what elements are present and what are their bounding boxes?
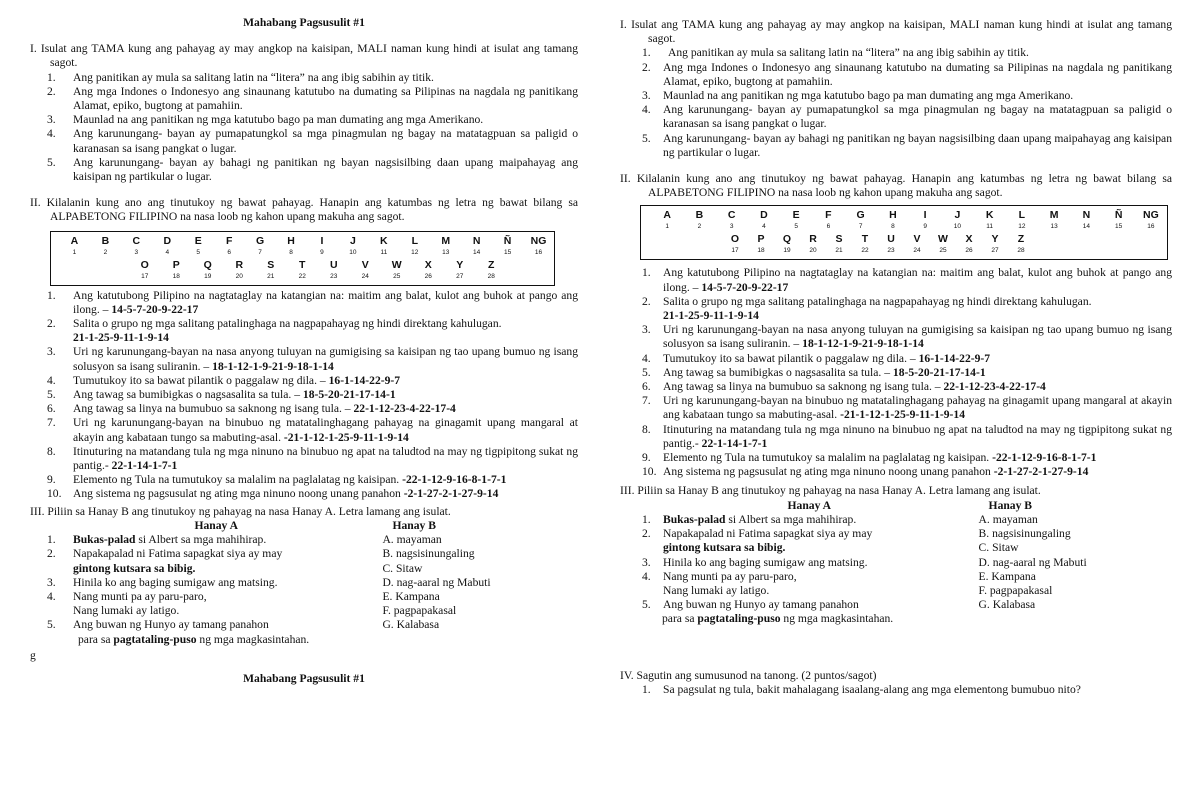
list-item: 1. Ang panitikan ay mula sa salitang latin na “litera” na ang ibig sabihin ay titik. <box>47 70 434 84</box>
list-item: 2. Salita o grupo ng mga salitang patalinghaga na nagpapahayag ng hindi direktang kahulugan. 21-1-25-9-11-1-9-14 <box>642 294 1092 323</box>
alphabet-box: A B C D E F G H I J K L M N Ñ NG 1 2 3 4 5 6 7 8 9 10 11 12 13 14 15 16 O P Q R S T U V W X Y Z 17 18 19 20 21 22 23 24 25 26 27 28 <box>640 205 1168 260</box>
list-item: 1. Ang panitikan ay mula sa salitang latin na “litera” na ang ibig sabihin ay titik. <box>642 46 1029 60</box>
section-2-heading: II. Kilalanin kung ano ang tinutukoy ng bawat pahayag. Hanapin ang katumbas ng letra ng bawat bilang sa ALPABETONG FILIPINO na nasa loob ng kahon upang makuha ang sagot. <box>620 172 1172 200</box>
section-1-heading: I. Isulat ang TAMA kung ang pahayag ay may angkop na kaisipan, MALI naman kung hindi at isulat ang tamang sagot. <box>30 42 578 70</box>
list-item: 1. Bukas-palad si Albert sa mga mahihirap. <box>47 533 267 547</box>
list-item: D. nag-aaral ng Mabuti <box>382 575 491 589</box>
list-item: 9. Elemento ng Tula na tumutukoy sa malalim na paglalatag ng kaisipan. -22-1-12-9-16-8-1-7-1 <box>642 451 1097 465</box>
list-item: 10. Ang sistema ng pagsusulat ng ating mga ninuno noong unang panahon -2-1-27-2-1-27-9-14 <box>47 487 499 501</box>
list-item: 2. Ang mga Indones o Indonesyo ang sinaunang katutubo na dumating sa Pilipinas na nagdala ng panitikang Alamat, epiko, bugtong at pamahiin. <box>47 84 578 113</box>
list-item: 2. Salita o grupo ng mga salitang patalinghaga na nagpapahayag ng hindi direktang kahulugan. 21-1-25-9-11-1-9-14 <box>47 317 502 345</box>
footer-title: Mahabang Pagsusulit #1 <box>243 671 365 685</box>
list-item: G. Kalabasa <box>382 618 440 632</box>
list-item: 8. Itinuturing na matandang tula ng mga ninuno na binubuo ng apat na taludtod na may ng tigpipitong sukat ng pantig.- 22-1-14-1-7-1 <box>47 444 578 473</box>
list-item: G. Kalabasa <box>978 598 1036 612</box>
list-item: 7. Uri ng karunungang-bayan na binubuo ng matatalinghagang pahayag na ginagamit upang mangaral at akayin ang kabataan tungo sa mabuting-asal. -21-1-12-1-25-9-11-1-9-14 <box>47 416 578 444</box>
list-item: 4. Tumutukoy ito sa bawat pilantik o paggalaw ng dila. – 16-1-14-22-9-7 <box>47 373 401 387</box>
list-item: 3. Uri ng karunungang-bayan na nasa anyong tuluyan na gumigising sa kaisipan ng tao upang bumuo ng isang solusyon sa isang suliranin. – 18-1-12-1-9-21-9-18-1-14 <box>642 323 1172 351</box>
stray-character: g <box>30 648 36 662</box>
section-1-list <box>620 46 1172 160</box>
list-item: A. mayaman <box>382 533 442 547</box>
list-item: 7. Uri ng karunungang-bayan na binubuo ng matatalinghagang pahayag na ginagamit upang mangaral at akayin ang kabataan tungo sa mabuting-asal. -21-1-12-1-25-9-11-1-9-14 <box>642 394 1172 422</box>
list-item: 10. Ang sistema ng pagsusulat ng ating mga ninuno noong unang panahon -2-1-27-2-1-27-9-14 <box>642 465 1089 479</box>
hanay-b-heading: Hanay B <box>392 518 436 532</box>
list-item: 2. Napakapalad ni Fatima sapagkat siya ay may gintong kutsara sa bibig. <box>47 547 283 575</box>
hanay-a-heading: Hanay A <box>787 498 832 512</box>
list-item: 5. Ang karunungang- bayan ay bahagi ng panitikan ng bayan nagsisilbing daan upang maipahayag ang kaisipan ng partikular o lugar. <box>47 155 578 184</box>
list-item-continuation: para sa pagtataling-puso ng mga magkasintahan. <box>78 632 310 646</box>
list-item: 5. Ang tawag sa bumibigkas o nagsasalita sa tula. – 18-5-20-21-17-14-1 <box>47 388 396 402</box>
list-item: 5. Ang buwan ng Hunyo ay tamang panahon <box>47 618 269 632</box>
hanay-b-heading: Hanay B <box>988 498 1033 512</box>
list-item: 4. Ang karunungang- bayan ay pumapatungkol sa mga pinagmulan ng bagay na matatagpuan sa paligid o karanasan sa isang pangkat o lugar. <box>642 103 1172 131</box>
hanay-b-column <box>979 499 1172 627</box>
list-item: 5. Ang buwan ng Hunyo ay tamang panahon <box>642 598 859 612</box>
section-2-list <box>620 266 1172 479</box>
list-item: E. Kampana <box>382 589 440 603</box>
list-item: 2. Napakapalad ni Fatima sapagkat siya ay may gintong kutsara sa bibig. <box>642 527 873 555</box>
list-item: 5. Ang karunungang- bayan ay bahagi ng panitikan ng bayan nagsisilbing daan upang maipahayag ang kaisipan ng partikular o lugar. <box>642 131 1172 159</box>
hanay-b-column <box>382 519 578 647</box>
hanay-a-column <box>47 518 382 647</box>
list-item: 3. Maunlad na ang panitikan ng mga katutubo bago pa man dumating ang mga Amerikano. <box>642 89 1074 103</box>
list-item: 3. Maunlad na ang panitikan ng mga katutubo bago pa man dumating ang mga Amerikano. <box>47 113 484 127</box>
section-4-list <box>620 683 1172 697</box>
list-item: C. Sitaw <box>382 561 423 575</box>
section-1-heading: I. Isulat ang TAMA kung ang pahayag ay may angkop na kaisipan, MALI naman kung hindi at isulat ang tamang sagot. <box>620 18 1172 46</box>
matching-table <box>47 518 578 647</box>
section-2-list <box>30 289 578 502</box>
list-item: 8. Itinuturing na matandang tula ng mga ninuno na binubuo ng apat na taludtod na may ng tigpipitong sukat ng pantig.- 22-1-14-1-7-1 <box>642 422 1172 450</box>
section-1-list <box>30 71 578 185</box>
list-item: C. Sitaw <box>978 541 1019 555</box>
list-item: 1. Ang katutubong Pilipino na nagtataglay na katangian na: maitim ang balat, kulot ang buhok at pango ang ilong. – 14-5-7-20-9-22-17 <box>642 266 1172 294</box>
list-item: F. pagpapakasal <box>978 583 1053 597</box>
section-4-heading: IV. Sagutin ang sumusunod na tanong. (2 puntos/sagot) <box>620 668 877 682</box>
page-title: Mahabang Pagsusulit #1 <box>243 16 365 29</box>
left-column <box>30 0 578 686</box>
list-item: 3. Hinila ko ang baging sumigaw ang matsing. <box>47 575 278 589</box>
section-3-heading: III. Piliin sa Hanay B ang tinutukoy ng pahayag na nasa Hanay A. Letra lamang ang isulat. <box>30 504 451 518</box>
list-item: 4. Ang karunungang- bayan ay pumapatungkol sa mga pinagmulan ng bagay na matatagpuan sa paligid o karanasan sa isang pangkat o lugar. <box>47 127 578 155</box>
list-item: 6. Ang tawag sa linya na bumubuo sa saknong ng isang tula. – 22-1-12-23-4-22-17-4 <box>642 380 1046 394</box>
list-item: B. nagsisinungaling <box>382 547 475 561</box>
list-item: 1. Ang katutubong Pilipino na nagtataglay na katangian na: maitim ang balat, kulot ang buhok at pango ang ilong. – 14-5-7-20-9-22-17 <box>47 288 578 316</box>
section-2-heading: II. Kilalanin kung ano ang tinutukoy ng bawat pahayag. Hanapin ang katumbas ng letra ng bawat bilang sa ALPABETONG FILIPINO na nasa loob ng kahon upang makuha ang sagot. <box>30 196 578 224</box>
list-item: E. Kampana <box>978 569 1036 583</box>
alphabet-box: A B C D E F G H I J K L M N Ñ NG 1 2 3 4 5 6 7 8 9 10 11 12 13 14 15 16 O P Q R S T U V W X Y Z 17 18 19 20 21 22 23 24 25 26 27 28 <box>50 231 555 286</box>
list-item: A. mayaman <box>978 512 1038 526</box>
list-item: 9. Elemento ng Tula na tumutukoy sa malalim na paglalatag ng kaisipan. -22-1-12-9-16-8-1-7-1 <box>47 473 507 487</box>
list-item: 1. Bukas-palad si Albert sa mga mahihirap. <box>642 512 857 526</box>
list-item: D. nag-aaral ng Mabuti <box>978 555 1087 569</box>
list-item: F. pagpapakasal <box>382 604 457 618</box>
matching-table <box>640 499 1172 627</box>
hanay-a-heading: Hanay A <box>194 518 238 532</box>
list-item: 3. Hinila ko ang baging sumigaw ang matsing. <box>642 555 868 569</box>
hanay-a-column <box>640 499 979 627</box>
list-item: 4. Nang munti pa ay paru-paro, Nang lumaki ay latigo. <box>47 589 207 618</box>
list-item: B. nagsisinungaling <box>978 527 1071 541</box>
list-item: 4. Nang munti pa ay paru-paro, Nang lumaki ay latigo. <box>642 569 797 597</box>
list-item: 6. Ang tawag sa linya na bumubuo sa saknong ng isang tula. – 22-1-12-23-4-22-17-4 <box>47 402 456 416</box>
section-3-heading: III. Piliin sa Hanay B ang tinutukoy ng pahayag na nasa Hanay A. Letra lamang ang isulat. <box>620 484 1041 498</box>
list-item-continuation: para sa pagtataling-puso ng mga magkasintahan. <box>662 612 894 626</box>
list-item: 4. Tumutukoy ito sa bawat pilantik o paggalaw ng dila. – 16-1-14-22-9-7 <box>642 351 991 365</box>
list-item: 2. Ang mga Indones o Indonesyo ang sinaunang katutubo na dumating sa Pilipinas na nagdala ng panitikang Alamat, epiko, bugtong at pamahiin. <box>642 60 1172 88</box>
list-item: 1. Sa pagsulat ng tula, bakit mahalagang isaalang-alang ang mga elementong bumubuo nito? <box>642 682 1081 696</box>
list-item: 3. Uri ng karunungang-bayan na nasa anyong tuluyan na gumigising sa kaisipan ng tao upang bumuo ng isang solusyon sa isang suliranin. – 18-1-12-1-9-21-9-18-1-14 <box>47 345 578 373</box>
list-item: 5. Ang tawag sa bumibigkas o nagsasalita sa tula. – 18-5-20-21-17-14-1 <box>642 365 986 379</box>
right-column <box>620 0 1172 697</box>
